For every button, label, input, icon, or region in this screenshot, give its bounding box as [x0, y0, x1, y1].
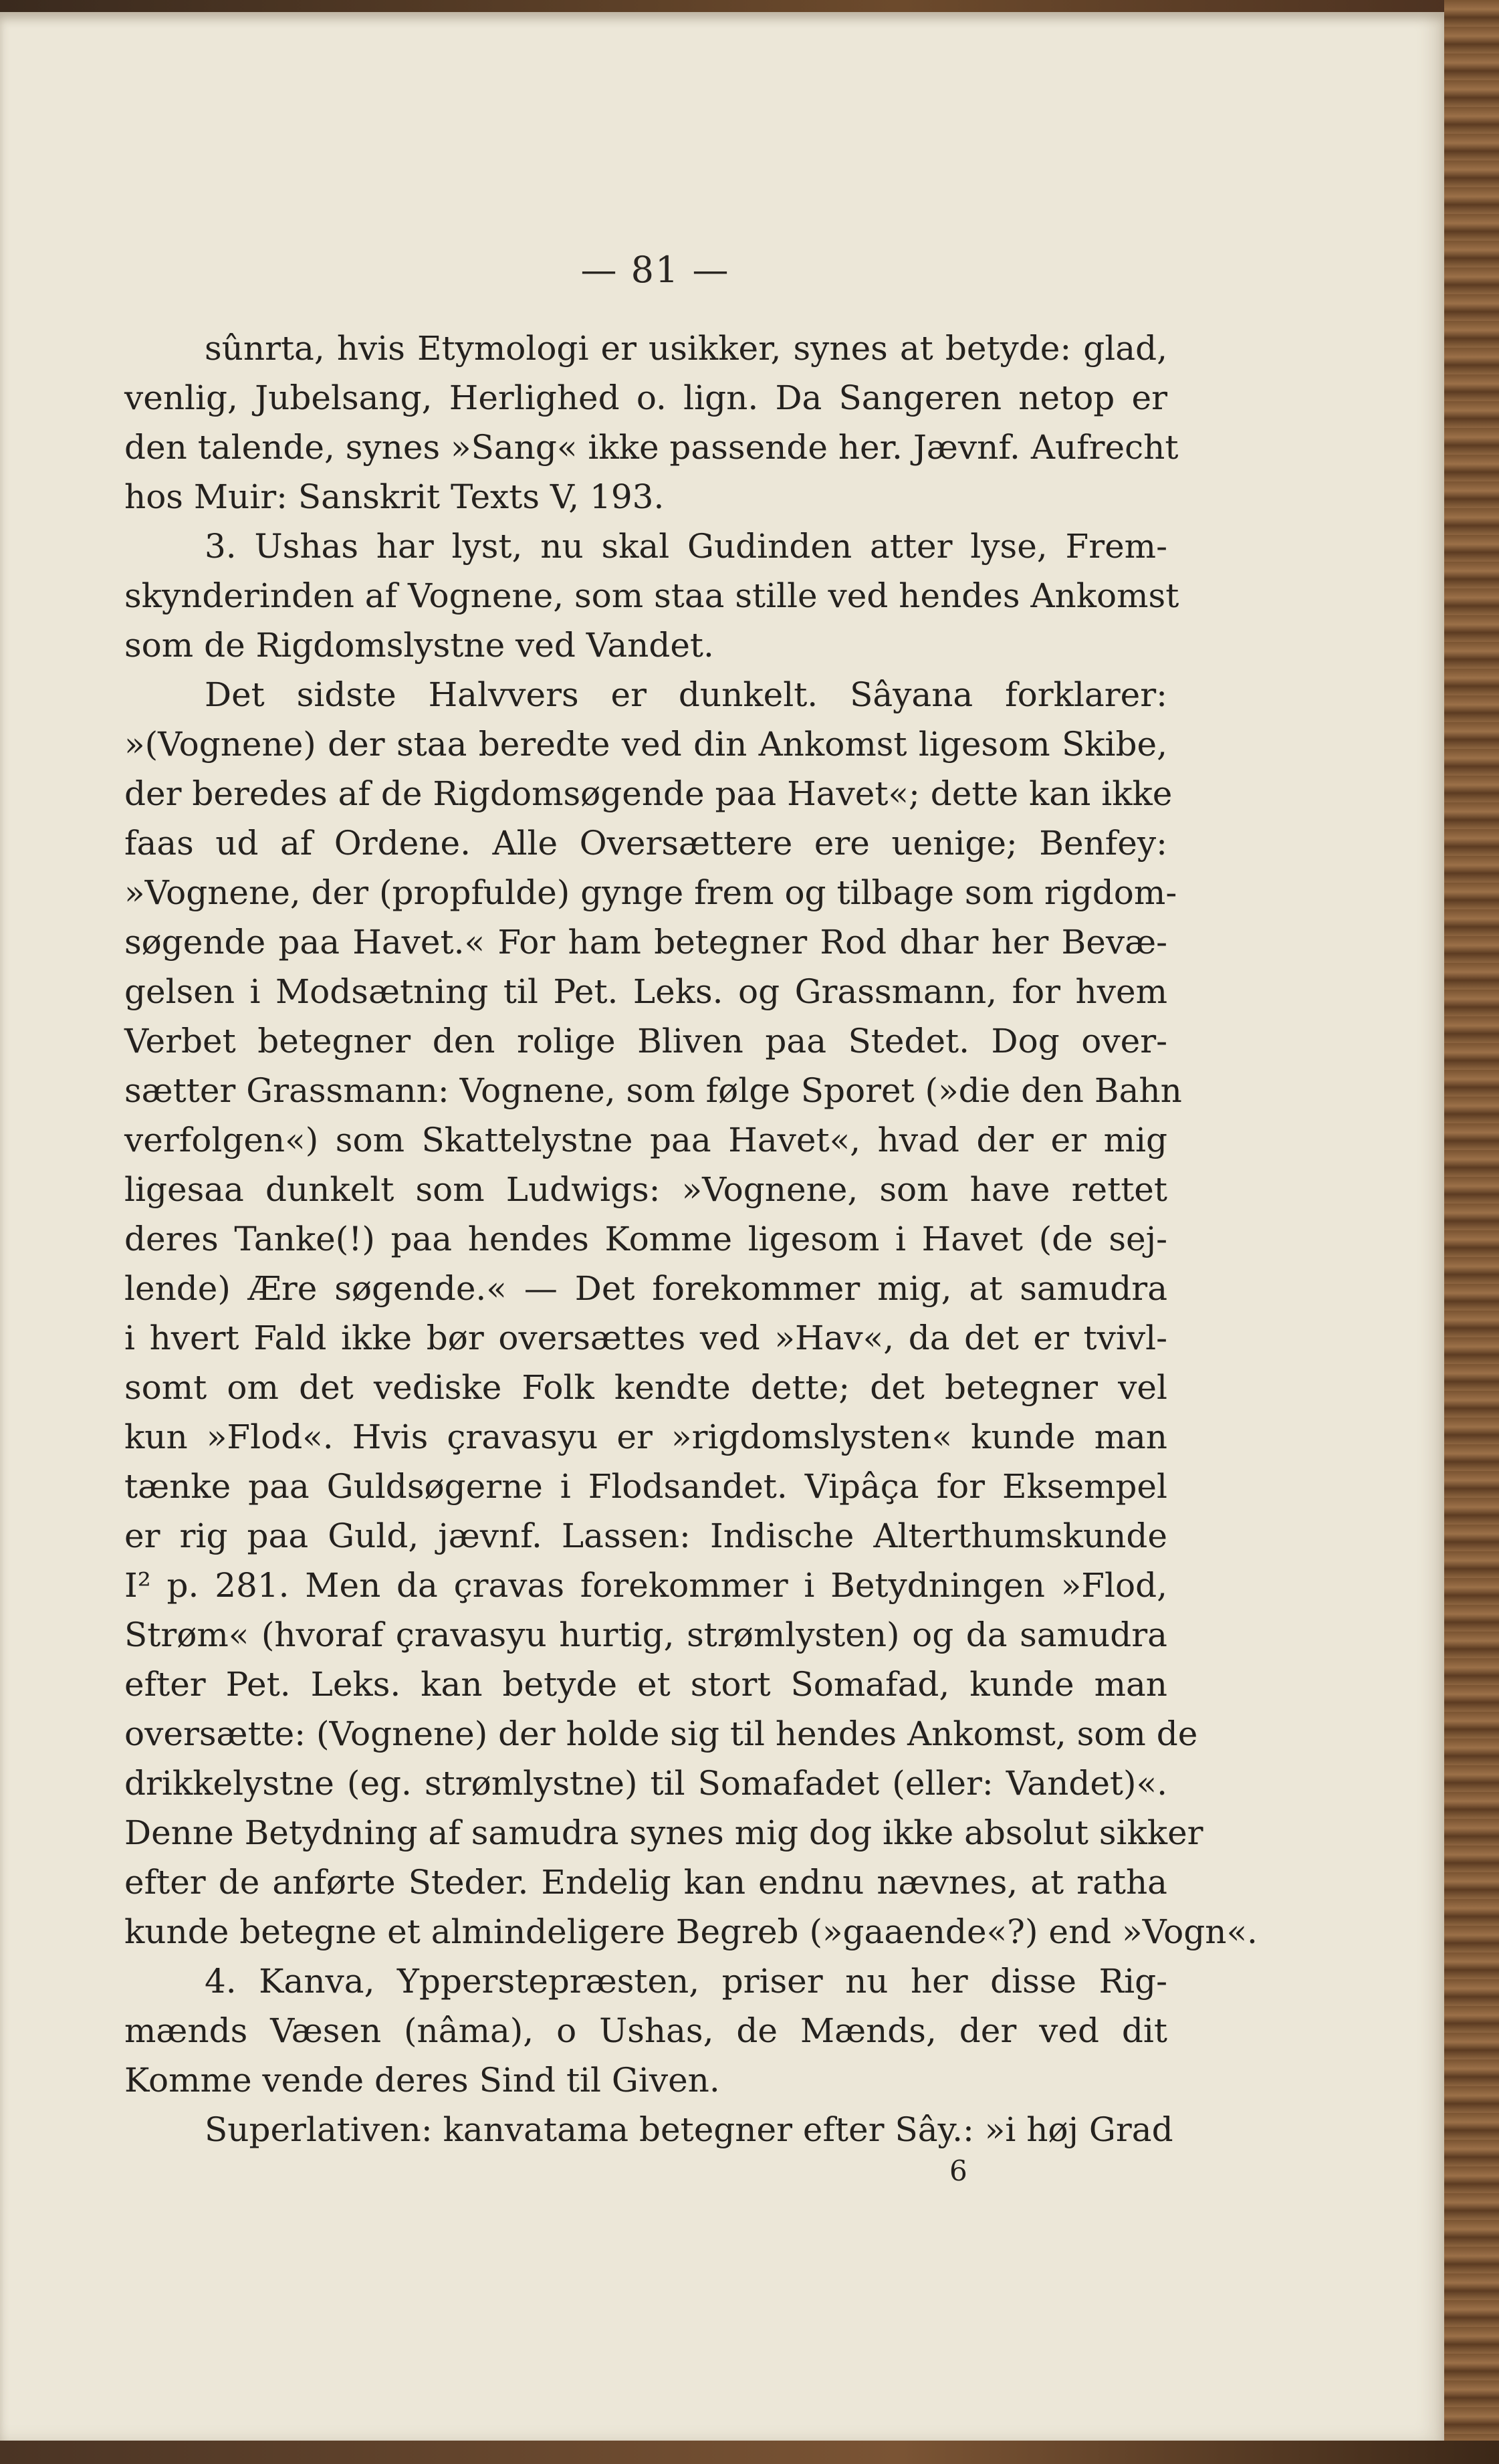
page-number: — 81 — [580, 249, 730, 291]
text-line: I² p. 281. Men da çravas forekommer i Betydningen »Flod, [124, 1566, 1167, 1605]
text-line: Komme vende deres Sind til Given. [124, 2061, 720, 2100]
text-line: Verbet betegner den rolige Bliven paa Stedet. Dog over- [124, 1022, 1167, 1060]
text-line: 3. Ushas har lyst, nu skal Gudinden atter lyse, Frem- [205, 527, 1167, 566]
text-line: tænke paa Guldsøgerne i Flodsandet. Vipâça for Eksempel [124, 1467, 1167, 1506]
text-line: kun »Flod«. Hvis çravasyu er »rigdomslysten« kunde man [124, 1418, 1167, 1456]
text-line: i hvert Fald ikke bør oversættes ved »Hav«, da det er tvivl- [124, 1319, 1167, 1357]
text-line: Denne Betydning af samudra synes mig dog ikke absolut sikker [124, 1813, 1203, 1852]
text-line: Superlativen: kanvatama betegner efter Sây.: »i høj Grad [205, 2110, 1173, 2149]
text-line: skynderinden af Vognene, som staa stille ved hendes Ankomst [124, 576, 1179, 615]
text-line: Strøm« (hvoraf çravasyu hurtig, strømlysten) og da samudra [124, 1615, 1167, 1654]
text-line: som de Rigdomslystne ved Vandet. [124, 626, 714, 665]
text-line: drikkelystne (eg. strømlystne) til Somafadet (eller: Vandet)«. [124, 1764, 1167, 1803]
text-line: sûnrta, hvis Etymologi er usikker, synes at betyde: glad, [205, 329, 1167, 368]
text-line: oversætte: (Vognene) der holde sig til hendes Ankomst, som de [124, 1714, 1198, 1753]
text-line: den talende, synes »Sang« ikke passende her. Jævnf. Aufrecht [124, 428, 1179, 467]
text-line: ligesaa dunkelt som Ludwigs: »Vognene, som have rettet [124, 1170, 1167, 1209]
text-line: efter Pet. Leks. kan betyde et stort Somafad, kunde man [124, 1665, 1167, 1704]
text-line: »Vognene, der (propfulde) gynge frem og tilbage som rigdom- [124, 873, 1177, 912]
book-spine-edge [1444, 0, 1499, 2464]
text-line: Det sidste Halvvers er dunkelt. Sâyana forklarer: [205, 675, 1167, 714]
scan-bottom-edge [0, 2441, 1499, 2464]
text-line: gelsen i Modsætning til Pet. Leks. og Grassmann, for hvem [124, 972, 1167, 1011]
text-line: deres Tanke(!) paa hendes Komme ligesom i Havet (de sej- [124, 1220, 1167, 1258]
text-line: der beredes af de Rigdomsøgende paa Havet«; dette kan ikke [124, 774, 1173, 813]
text-line: er rig paa Guld, jævnf. Lassen: Indische Alterthumskunde [124, 1517, 1167, 1555]
text-line: 4. Kanva, Ypperstepræsten, priser nu her disse Rig- [205, 1962, 1167, 2001]
text-line: somt om det vediske Folk kendte dette; det betegner vel [124, 1368, 1167, 1407]
text-line: faas ud af Ordene. Alle Oversættere ere uenige; Benfey: [124, 824, 1167, 863]
signature-mark: 6 [949, 2154, 967, 2187]
text-line: hos Muir: Sanskrit Texts V, 193. [124, 477, 665, 516]
text-line: »(Vognene) der staa beredte ved din Ankomst ligesom Skibe, [124, 725, 1167, 764]
text-line: efter de anførte Steder. Endelig kan endnu nævnes, at ratha [124, 1863, 1167, 1902]
text-line: mænds Væsen (nâma), o Ushas, de Mænds, der ved dit [124, 2011, 1167, 2050]
body-text [124, 324, 1258, 2154]
text-line: kunde betegne et almindeligere Begreb (»gaaende«?) end »Vogn«. [124, 1912, 1258, 1951]
text-line: lende) Ære søgende.« — Det forekommer mig, at samudra [124, 1269, 1167, 1308]
scan-top-edge [0, 0, 1499, 13]
text-line: verfolgen«) som Skattelystne paa Havet«, hvad der er mig [124, 1121, 1167, 1159]
text-line: sætter Grassmann: Vognene, som følge Sporet (»die den Bahn [124, 1071, 1182, 1110]
text-line: søgende paa Havet.« For ham betegner Rod dhar her Bevæ- [124, 923, 1167, 962]
text-line: venlig, Jubelsang, Herlighed o. lign. Da Sangeren netop er [124, 378, 1167, 417]
